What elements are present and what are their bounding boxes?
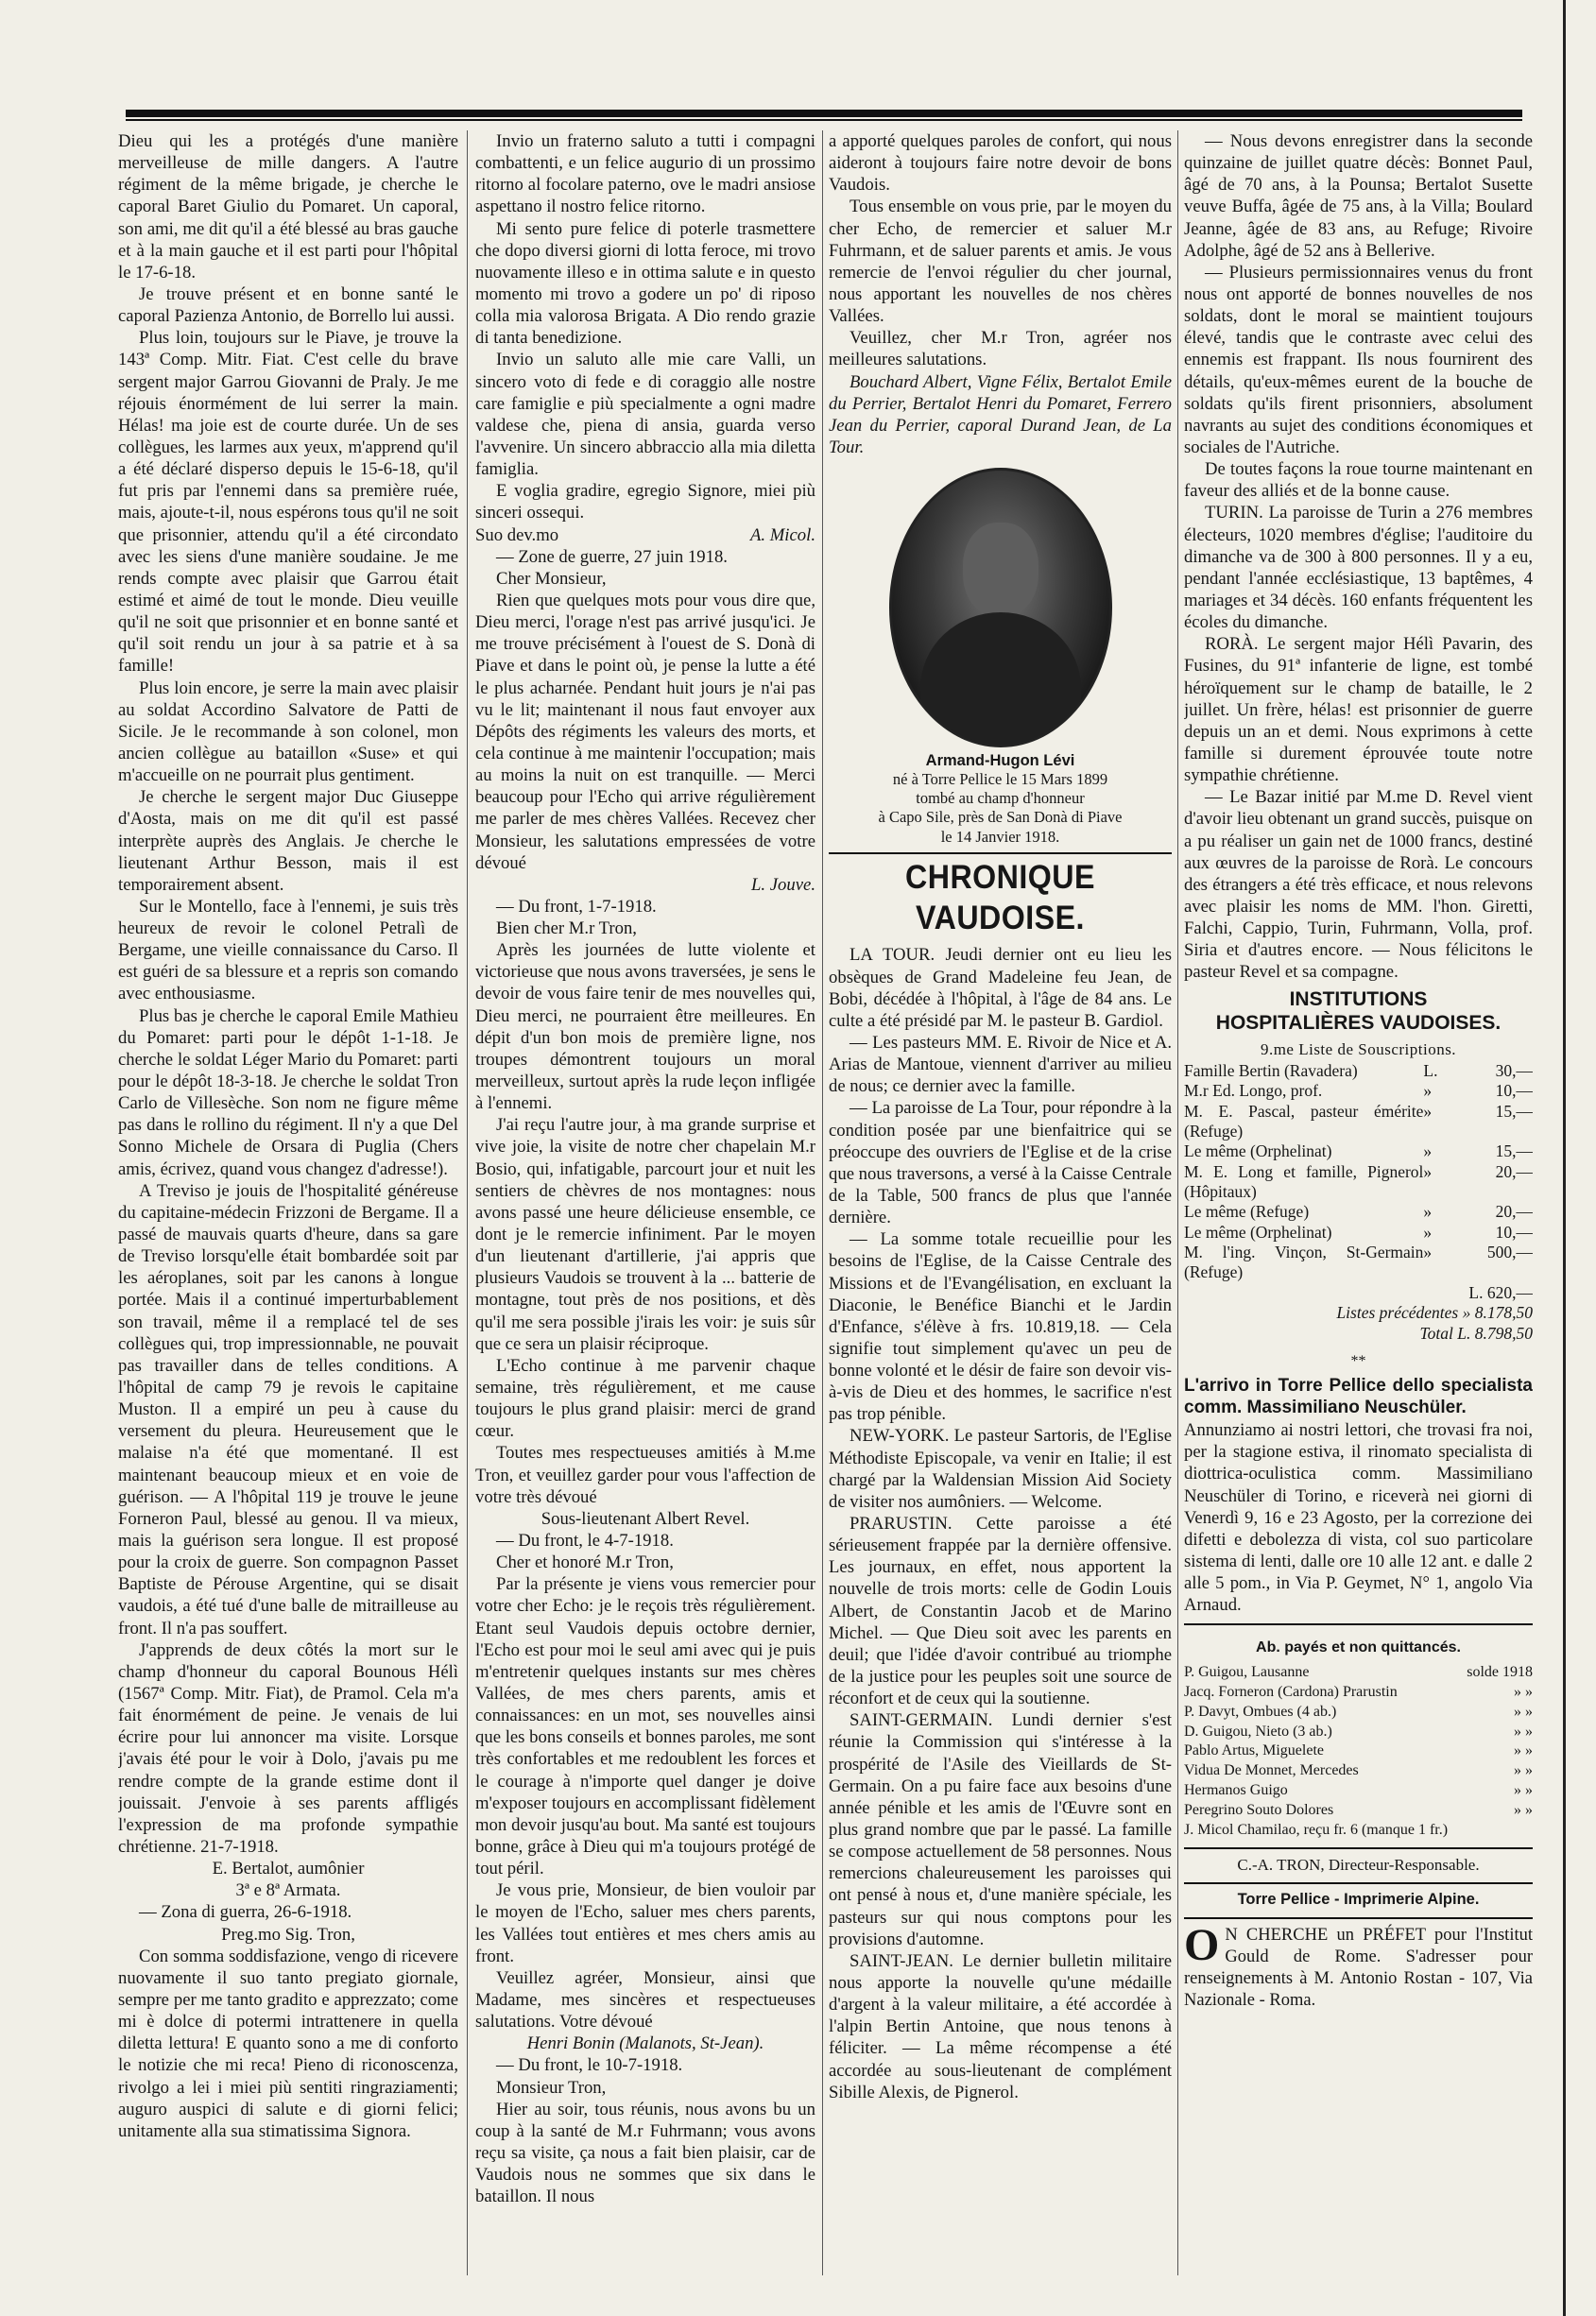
article-paragraph: E voglia gradire, egregio Signore, miei più sinceri ossequi. <box>475 481 815 523</box>
subscription-row <box>1184 1141 1533 1161</box>
director-line: C.-A. TRON, Directeur-Responsable. <box>1237 1856 1480 1875</box>
subscription-row <box>1184 1081 1533 1101</box>
printer-line: Torre Pellice - Imprimerie Alpine. <box>1237 1891 1480 1909</box>
subscriber-name: Famille Bertin (Ravadera) <box>1184 1061 1358 1081</box>
article-paragraph: Toutes mes respectueuses amitiés à M.me Tron, et veuillez garder pour vous l'affection de votre très dévoué <box>475 1443 815 1507</box>
amount: 500,— <box>1486 1243 1533 1262</box>
divider <box>1184 1847 1533 1849</box>
paid-status <box>1467 1821 1533 1841</box>
currency: L. <box>1423 1061 1438 1081</box>
article-paragraph: Tous ensemble on vous prie, par le moyen du cher Echo, de remercier et saluer M.r Fuhrmann, et de saluer parents et amis. Je vous remercie de l'envoi régulier du cher journal, nous apportant les nouvelles de nos chères Vallées. <box>829 197 1172 327</box>
signature: A. Micol. <box>749 524 815 545</box>
signature-row <box>475 524 815 546</box>
signature: Henri Bonin (Malanots, St-Jean). <box>526 2033 764 2054</box>
news-item: LA TOUR. Jeudi dernier ont eu lieu les obsèques de Grand Madeleine feu Jean, de Bobi, décédée à l'hôpital, à l'âge de 84 ans. Le culte a été présidé par M. le pasteur B. Gardiol. <box>829 945 1172 1031</box>
amount: 20,— <box>1495 1202 1533 1222</box>
amount: 30,— <box>1495 1061 1533 1081</box>
portrait-photo <box>889 468 1112 747</box>
currency: » <box>1423 1081 1433 1101</box>
dateline: — Du front, le 10-7-1918. <box>496 2055 683 2076</box>
salutation: Bien cher M.r Tron, <box>496 918 637 939</box>
article-paragraph: Veuillez agréer, Monsieur, ainsi que Madame, mes sincères et respectueuses salutations. Votre dévoué <box>475 1967 815 2033</box>
subscription-row <box>1184 1162 1533 1203</box>
subscriber-name: Pablo Artus, Miguelete <box>1184 1742 1324 1759</box>
amount: 10,— <box>1495 1081 1533 1101</box>
article-paragraph: Invio un saluto alle mie care Valli, un sincero voto di fede e di coraggio alle nostre care famiglie e più specialmente a ogni madre valdese che, piena di ansia, guarda verso l'avvenire. Un sincero abbraccio alla mia diletta famiglia. <box>475 350 815 480</box>
article-paragraph: Mi sento pure felice di poterle trasmettere che dopo diversi giorni di lotta feroce, mi trovo nuovamente illeso e in ottima salute e in questo momento mi trovo a godere un po' di riposo colla mia valorosa Brigata. A Dio rendo grazie di tanta benedizione. <box>475 218 815 349</box>
paid-status: » » <box>1514 1742 1533 1759</box>
article-paragraph: a apporté quelques paroles de confort, qui nous aideront à toujours faire notre devoir de bons Vaudois. <box>829 131 1172 196</box>
paid-row <box>1184 1683 1533 1703</box>
drop-cap: O <box>1184 1919 1220 1970</box>
subscription-list-heading: 9.me Liste de Souscriptions. <box>1260 1040 1457 1059</box>
column-2 <box>475 130 815 2275</box>
dateline: — Zona di guerra, 26-6-1918. <box>139 1902 352 1923</box>
dateline: — Zone de guerre, 27 juin 1918. <box>496 546 728 567</box>
subscription-table <box>1184 1061 1533 1283</box>
subtotal: L. 620,— <box>1468 1282 1533 1302</box>
caption-line: né à Torre Pellice le 15 Mars 1899 <box>892 770 1108 789</box>
subscriber-name: Vidua De Monnet, Mercedes <box>1184 1762 1359 1779</box>
paid-row <box>1184 1723 1533 1742</box>
paid-status: » » <box>1514 1723 1533 1740</box>
amount: 20,— <box>1495 1161 1533 1181</box>
subscriber-name: Le même (Orphelinat) <box>1184 1222 1332 1242</box>
closing: Suo dev.mo <box>475 524 559 545</box>
portrait-caption <box>859 751 1142 847</box>
news-item: — Plusieurs permissionnaires venus du front nous ont apporté de bonnes nouvelles de nos soldats, dont le moral se maintient toujours élevé, tandis que le contraste avec celui des ennemis est frappant. Ils nous fournirent des détails, qu'eux-mêmes eurent de la bouche de soldats qu'ils firent prisonniers, absolument navrants au sujet des conditions économiques et sociales de l'Autriche. <box>1184 262 1533 457</box>
previous-lists: Listes précédentes » 8.178,50 <box>1336 1303 1533 1323</box>
paid-row <box>1184 1703 1533 1723</box>
article-paragraph: Veuillez, cher M.r Tron, agréer nos meilleures salutations. <box>829 328 1172 370</box>
article-paragraph: J'apprends de deux côtés la mort sur le champ d'honneur du caporal Bounous Hélì (1567ª Comp. Mitr. Fiat), de Pramol. Cela m'a fait énormément de peine. Je venais de lui écrire pour lui annoncer ma visite. Lorsque j'avais été pour le voir à Dolo, j'avais pu me rendre compte de la grande estime dont il jouissait. J'envoie à ses parents affligés l'expression de ma profonde sympathie chrétienne. 21-7-1918. <box>118 1639 458 1857</box>
news-item: — La paroisse de La Tour, pour répondre à la condition posée par une bienfaitrice qui se préoccupe des ouvriers de l'Eglise et de la crise que nous traversons, a versé à la Caisse Centrale de la Table, 500 francs de plus que l'année dernière. <box>829 1098 1172 1228</box>
signature: L. Jouve. <box>751 874 815 895</box>
portrait-body <box>920 612 1081 747</box>
page-edge <box>1563 0 1566 2316</box>
subscriber-name: J. Micol Chamilao, reçu fr. 6 (manque 1 fr.) <box>1184 1821 1449 1838</box>
divider <box>1184 1623 1533 1625</box>
signature: Sous-lieutenant Albert Revel. <box>541 1508 750 1529</box>
separator-stars: ** <box>1350 1352 1366 1369</box>
signers: Bouchard Albert, Vigne Félix, Bertalot Emile du Perrier, Bertalot Henri du Pomaret, Ferrero Jean du Perrier, caporal Durand Jean, de La Tour. <box>829 371 1172 457</box>
article-paragraph: Plus loin encore, je serre la main avec plaisir au soldat Accordino Salvatore de Patti de Sicile. Je le recommande à son colonel, mon ancien collègue au bataillon «Suse» et qui m'accueille on ne pourrait plus gentiment. <box>118 678 458 786</box>
subscription-row <box>1184 1102 1533 1142</box>
news-item: — Les pasteurs MM. E. Rivoir de Nice et A. Arias de Mantoue, viennent d'arriver au milieu de nous; ce dernier avec la famille. <box>829 1032 1172 1097</box>
dateline: — Du front, le 4-7-1918. <box>496 1531 674 1551</box>
grand-total: Total L. 8.798,50 <box>1419 1324 1533 1344</box>
column-divider <box>822 130 823 2275</box>
column-divider <box>467 130 468 2275</box>
subscription-row <box>1184 1223 1533 1243</box>
paid-status: » » <box>1514 1762 1533 1779</box>
institutions-heading <box>1184 988 1533 1036</box>
news-item: — Le Bazar initié par M.me D. Revel vient d'avoir lieu obtenant un grand succès, puisque on a pu réaliser un gain net de 1000 francs, destiné aux œuvres de la paroisse de Rorà. Le concours des étrangers a été très efficace, et nous relevons avec plaisir les noms de MM. l'hon. Giretti, Falchi, Cappio, Turin, Fuhrmann, Volla, prof. Siria et d'autres encore. — Nous félicitons le pasteur Revel et sa compagne. <box>1184 787 1533 983</box>
caption-line: à Capo Sile, près de San Donà di Piave <box>878 808 1123 827</box>
amount: 10,— <box>1495 1222 1533 1242</box>
portrait-figure <box>859 468 1142 847</box>
subscription-row <box>1184 1061 1533 1081</box>
heading-line: INSTITUTIONS <box>1289 988 1428 1011</box>
news-item: SAINT-JEAN. Le dernier bulletin militaire nous apporte la nouvelle qu'une médaille d'argent à la valeur militaire, a été accordée à l'alpin Bertin Antoine, que nous tenons à féliciter. — La même récompense a été accordée au sous-lieutenant de complément Sibille Alexis, de Pignerol. <box>829 1950 1172 2102</box>
newspaper-columns <box>118 130 1533 2275</box>
subscriptions-paid-heading: Ab. payés et non quittancés. <box>1256 1639 1461 1656</box>
subscriber-name: Hermanos Guigo <box>1184 1781 1288 1798</box>
paid-row <box>1184 1663 1533 1683</box>
top-rule-thin <box>126 119 1522 121</box>
amount: 15,— <box>1495 1101 1533 1121</box>
currency: » <box>1423 1202 1433 1222</box>
news-item: NEW-YORK. Le pasteur Sartoris, de l'Eglise Méthodiste Episcopale, va venir en Italie; il est chargé par la Waldensian Mission Aid Society de visiter nos aumôniers. — Welcome. <box>829 1426 1172 1512</box>
dateline: — Du front, 1-7-1918. <box>496 896 657 917</box>
article-paragraph: Par la présente je viens vous remercier pour votre cher Echo: je le reçois très régulièrement. Etant seul Vaudois depuis octobre dernier, l'Echo est pour moi le seul ami avec qui je puis m'entretenir quelques instants sur mes chères Vallées, de mes chers parents, amis et connaissances: en un mot, ses nouvelles ainsi que les bons conseils et bonnes paroles, me sont très confortables et me redoublent les forces et le courage à n'importe quel danger je doive m'exposer toujours en accomplissant fidèlement mon devoir jusqu'au bout. Ma santé est toujours bonne, grâce à Dieu qui m'a toujours protégé de tout péril. <box>475 1574 815 1879</box>
subscriber-name: M.r Ed. Longo, prof. <box>1184 1081 1323 1101</box>
salutation: Cher Monsieur, <box>496 568 607 589</box>
signature-line: 3ª e 8ª Armata. <box>235 1880 341 1901</box>
column-1 <box>118 130 458 2275</box>
portrait-head <box>963 523 1038 617</box>
subscriber-name: Le même (Refuge) <box>1184 1202 1310 1222</box>
salutation: Monsieur Tron, <box>496 2077 607 2098</box>
paid-status: » » <box>1514 1703 1533 1720</box>
article-paragraph: Je trouve présent et en bonne santé le caporal Pazienza Antonio, de Borrello lui aussi. <box>118 283 458 327</box>
paid-row <box>1184 1741 1533 1761</box>
divider <box>1184 1917 1533 1919</box>
article-paragraph: Je cherche le sergent major Duc Giuseppe d'Aosta, mais on me dit qu'il est passé interprète auprès des Anglais. Je cherche le lieutenant Arthur Besson, mais il est temporairement absent. <box>118 787 458 895</box>
currency: » <box>1423 1101 1433 1121</box>
caption-name: Armand-Hugon Lévi <box>925 752 1075 770</box>
article-paragraph: Je vous prie, Monsieur, de bien vouloir par le moyen de l'Echo, saluer mes chers parents, les Vallées tout entières et mes chers amis au front. <box>475 1880 815 1966</box>
news-item: TURIN. La paroisse de Turin a 276 membres électeurs, 1020 membres d'église; l'auditoire du dimanche va de 300 à 800 personnes. Il y a eu, pendant l'année ecclésiastique, 13 baptêmes, 4 mariages et 34 décès. 160 enfants fréquentent les écoles du dimanche. <box>1184 503 1533 633</box>
amount: 15,— <box>1495 1141 1533 1161</box>
announcement-title: L'arrivo in Torre Pellice dello specialista comm. Massimiliano Neuschüler. <box>1184 1375 1533 1418</box>
paid-subscriptions-table <box>1184 1663 1533 1840</box>
paid-row <box>1184 1801 1533 1821</box>
currency: » <box>1423 1141 1433 1161</box>
column-divider <box>1177 130 1178 2275</box>
article-paragraph: Con somma soddisfazione, vengo di ricevere nuovamente il suo tanto pregiato giornale, sempre per me tanto gradito e apprezzato; come mi è dolce di potermi intrattenere in quella diletta lettura! E quanto sono a me di conforto le notizie che mi reca! Pieno di riconoscenza, rivolgo a lei i miei più sentiti ringraziamenti; auguro auspici di salute e di giorni felici; unitamente alla sua stimatissima Signora. <box>118 1946 458 2141</box>
subscription-row <box>1184 1202 1533 1222</box>
subscriber-name: M. E. Pascal, pasteur émérite (Refuge) <box>1184 1101 1424 1141</box>
news-item: — Nous devons enregistrer dans la seconde quinzaine de juillet quatre décès: Bonnet Paul, âgé de 70 ans, à la Pounsa; Bertalot Susette veuve Buffa, âgée de 75 ans, à la Villa; Boulard Jeanne, âgée de 83 ans, au Refuge; Rivoire Adolphe, âgé de 52 ans à Bellerive. <box>1184 131 1533 261</box>
news-item: PRARUSTIN. Cette paroisse a été sérieusement frappée par la dernière offensive. Les journaux, en effet, nous apportent la nouvelle de trois morts: celle de Godin Louis Albert, de Constantin Jacob et de Marino Michel. — Que Dieu soit avec les parents en deuil; que l'idée d'avoir contribué au triomphe de la justice pour les peuples soit une source de réconfort et de ceux qui la soutienne. <box>829 1514 1172 1709</box>
column-4 <box>1184 130 1533 2275</box>
subscriber-name: D. Guigou, Nieto (3 ab.) <box>1184 1723 1332 1740</box>
paid-status: solde 1918 <box>1467 1664 1533 1681</box>
caption-line: le 14 Janvier 1918. <box>940 827 1060 846</box>
section-heading: CHRONIQUE VAUDOISE. <box>905 858 1095 937</box>
news-item: — La somme totale recueillie pour les besoins de l'Eglise, de la Caisse Centrale des Missions et de l'Evangélisation, en excluant la Diaconie, le Benéfice Bianchi et le Jardin d'Enfance, s'élève à frs. 10.819,18. — Cela signifie tout simplement qu'avec un peu de bonne volonté et le désir de faire son devoir vis-à-vis de Dieu et des hommes, le sacrifice n'est pas trop pénible. <box>829 1229 1172 1425</box>
signature: E. Bertalot, aumônier <box>212 1859 365 1879</box>
article-paragraph: Invio un fraterno saluto a tutti i compagni combattenti, e un felice augurio di un prossimo ritorno al focolare paterno, ove le madri ansiose aspettano il nostro felice ritorno. <box>475 131 815 217</box>
article-paragraph: Rien que quelques mots pour vous dire que, Dieu merci, l'orage n'est pas arrivé jusqu'ici. Je me trouve précisément à l'ouest de S. Donà di Piave et dans le point où, je pense la lutte a été le plus acharnée. Pendant huit jours je n'ai pas vu le lit; maintenant il nous faut envoyer aux Dépôts des régiments les valeurs des morts, et cela continue à me maintenir l'occupation; mais au moins la nuit on est tranquille. — Merci beaucoup pour l'Echo qui arrive régulièrement me parler de mes chères Vallées. Recevez cher Monsieur, les salutations empressées de votre dévoué <box>475 590 815 873</box>
currency: » <box>1423 1243 1433 1262</box>
paid-row <box>1184 1821 1533 1841</box>
paid-row <box>1184 1761 1533 1781</box>
subscriber-name: P. Davyt, Ombues (4 ab.) <box>1184 1703 1337 1720</box>
currency: » <box>1423 1161 1433 1181</box>
salutation: Preg.mo Sig. Tron, <box>221 1924 355 1945</box>
classified-text: N CHERCHE un PRÉFET pour l'Institut Gould de Rome. S'adresser pour renseignements à M. Antonio Rostan - 107, Via Nazionale - Roma. <box>1184 1925 1533 2011</box>
article-paragraph: J'ai reçu l'autre jour, à ma grande surprise et vive joie, la visite de notre cher chapelain M.r Bosio, qui, infatigable, parcourt jour et nuit les sentiers de chèvres de nos montagnes: nous avons passé une heure délicieuse ensemble, ce dont je le remercie infiniment. Par le moyen d'un lieutenant d'artillerie, j'ai appris que plusieurs Vaudois se trouvent à la ... batterie de montagne, tout près de nos positions, et dès qu'il me sera possible j'irais les voir: je suis sûr que ce sera un plaisir réciproque. <box>475 1115 815 1354</box>
top-rule <box>126 110 1522 117</box>
heading-line: HOSPITALIÈRES VAUDOISES. <box>1215 1012 1502 1035</box>
subscriber-name: M. E. Long et famille, Pignerol (Hôpitaux) <box>1184 1161 1424 1202</box>
section-rule <box>829 852 1172 854</box>
news-item: De toutes façons la roue tourne maintenant en faveur des alliés et de la bonne cause. <box>1184 459 1533 502</box>
article-paragraph: Plus bas je cherche le caporal Emile Mathieu du Pomaret: parti pour le dépôt 1-1-18. Je cherche le soldat Léger Mario du Pomaret: parti pour le dépôt 18-3-18. Je cherche le soldat Tron Carlo de Villesèche. Son nom ne figure même pas dans le rollino du régiment. Il n'y a que Del Sonno Michele de Orsara di Puglia (Chers amis, écrivez, quand vous changez d'adresse!). <box>118 1005 458 1179</box>
classified-ad <box>1184 1919 1533 2013</box>
caption-line: tombé au champ d'honneur <box>916 789 1085 808</box>
article-paragraph: Hier au soir, tous réunis, nous avons bu un coup à la santé de M.r Fuhrmann; vous avons reçu sa visite, ça nous a fait bien plaisir, car de Vaudois nous ne sommes que six dans le bataillon. Il nous <box>475 2099 815 2207</box>
subscriber-name: Le même (Orphelinat) <box>1184 1141 1332 1161</box>
news-item: SAINT-GERMAIN. Lundi dernier s'est réunie la Commission qui s'intéresse à la prospérité de l'Asile des Vieillards de St-Germain. On a pu faire face aux besoins d'une année pénible et les amis de l'Œuvre sont en plus grand nombre que par le passé. La famille se compose actuellement de 58 personnes. Nous remercions chaleureusement les paroisses qui ont pensé à nous et, d'une manière spéciale, les pasteurs sur qui nous comptons pour les provisions d'automne. <box>829 1710 1172 1949</box>
subscriber-name: M. l'ing. Vinçon, St-Germain (Refuge) <box>1184 1243 1424 1282</box>
article-paragraph: Sur le Montello, face à l'ennemi, je suis très heureux de revoir le colonel Petralì de Bergame, une vieille connaissance du Carso. Il est guéri de sa blessure et a repris son comando avec enthousiasme. <box>118 896 458 1004</box>
subscriber-name: Jacq. Forneron (Cardona) Prarustin <box>1184 1683 1398 1700</box>
divider <box>1184 1882 1533 1884</box>
subscription-row <box>1184 1243 1533 1283</box>
article-paragraph: Plus loin, toujours sur le Piave, je trouve la 143ª Comp. Mitr. Fiat. C'est celle du brave sergent major Garrou Giovanni de Praly. Je me réjouis énormément de lui serrer la main. Hélas! ma joie est de courte durée. Un de ses collègues, les larmes aux yeux, m'apprend qu'il a été déclaré disperso depuis le 15-6-18, qu'il fut pris par l'ennemi dans sa première ruée, mais, ajoute-t-il, nous espérons tous qu'il ne soit que prisonnier, attendu qu'il a été circondato avec les siens d'une manière soudaine. Je me rends compte avec plaisir que Garrou était estimé et aimé de tout le monde. Dieu veuille qu'il ne soit que prisonnier et en bonne santé et qu'il soit rendu un jour à sa patrie et à sa famille! <box>118 328 458 677</box>
article-paragraph: A Treviso je jouis de l'hospitalité généreuse du capitaine-médecin Frizzoni de Bergame. Il a passé de mauvais quarts d'heure, dans sa gare de Treviso lorsqu'elle était bombardée soit par les aéroplanes, soit par les canons à longue portée. Mais il a continué imperturbablement son travail, même il a remplacé tel de ses collègues qui, trop impressionnable, ne pouvait pas travailler dans de telles conditions. A l'hôpital de camp 79 je revois le capitaine Muston. Il a empiré un peu à cause du versement du pleura. Heureusement que le malaise n'a été que momentané. Il est maintenant beaucoup mieux et en voie de guérison. — A l'hôpital 119 je trouve le jeune Forneron Paul, blessé au genou. Il va mieux, mais la guérison sera longue. Il est proposé pour la croix de guerre. Son compagnon Passet Baptiste de Pérouse Argentine, qui se disait vaudois, a été tué d'une balle de mitrailleuse au front. Il n'a pas souffert. <box>118 1180 458 1638</box>
column-3 <box>829 130 1172 2275</box>
subscriber-name: P. Guigou, Lausanne <box>1184 1664 1310 1681</box>
news-item: RORÀ. Le sergent major Hélì Pavarin, des Fusines, du 91ª infanterie de ligne, est tombé héroïquement sur le champ de bataille, le 2 juillet. Un frère, hélas! est prisonnier de guerre depuis un an et demi. Nous exprimons à cette famille si durement éprouvée toute notre sympathie chrétienne. <box>1184 634 1533 786</box>
paid-status: » » <box>1514 1683 1533 1700</box>
paid-row <box>1184 1781 1533 1801</box>
announcement-body: Annunziamo ai nostri lettori, che trovasi fra noi, per la stagione estiva, il rinomato specialista di diottrica-oculistica comm. Massimiliano Neuschüler di Torino, e riceverà nei giorni di Venerdì 9, 16 e 23 Agosto, per la correzione dei difetti e debolezza di vista, col suo particolare sistema di lenti, dalle ore 10 alle 12 ant. e dalle 2 alle 5 pom., in Via P. Geymet, N° 1, angolo Via Arnaud. <box>1184 1420 1533 1616</box>
paid-status: » » <box>1514 1781 1533 1798</box>
article-paragraph: Dieu qui les a protégés d'une manière merveilleuse de mille dangers. A l'autre régiment de la même brigade, je cherche le caporal Baret Giulio du Pomaret. Un caporal, son ami, me dit qu'il a été blessé au bras gauche et à la main gauche et il est parti pour l'hôpital le 17-6-18. <box>118 131 458 283</box>
salutation: Cher et honoré M.r Tron, <box>496 1553 674 1573</box>
article-paragraph: Après les journées de lutte violente et victorieuse que nous avons traversées, je sens le devoir de vous faire tenir de mes nouvelles qui, Dieu merci, ne pourraient être meilleures. En dépit d'un bon mois de première ligne, nos troupes démontrent toujours un moral merveilleux, surtout après la rude leçon infligée à l'ennemi. <box>475 940 815 1114</box>
currency: » <box>1423 1222 1433 1242</box>
subscriber-name: Peregrino Souto Dolores <box>1184 1801 1334 1818</box>
paid-status: » » <box>1514 1801 1533 1818</box>
article-paragraph: L'Echo continue à me parvenir chaque semaine, très régulièrement, et me cause toujours le plus grand plaisir: merci de grand cœur. <box>475 1355 815 1442</box>
